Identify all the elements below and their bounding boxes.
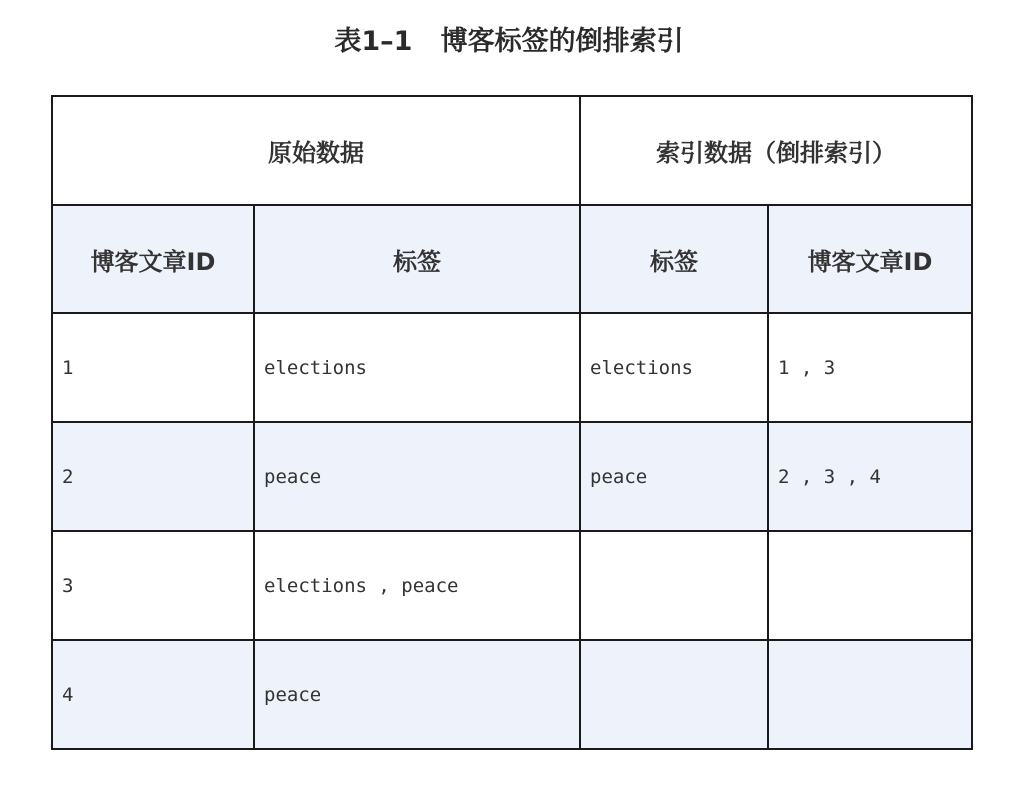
group-header-row [52, 96, 972, 205]
table-cell: 1 [52, 313, 254, 422]
inverted-index-table [51, 95, 973, 750]
table-cell: 2 [52, 422, 254, 531]
group-header-index-data: 索引数据（倒排索引） [580, 96, 972, 205]
table-cell [768, 640, 972, 749]
table-cell [580, 640, 768, 749]
table-cell [580, 531, 768, 640]
table-caption: 表1–1 博客标签的倒排索引 [334, 26, 684, 57]
column-header-row [52, 205, 972, 313]
table-row [52, 422, 972, 531]
table-cell: 4 [52, 640, 254, 749]
table-row [52, 640, 972, 749]
table-cell: peace [254, 640, 580, 749]
table-cell: elections [580, 313, 768, 422]
table-cell: 3 [52, 531, 254, 640]
table-row [52, 313, 972, 422]
table-cell [768, 531, 972, 640]
column-header-index-tag: 标签 [580, 205, 768, 313]
table-cell: peace [254, 422, 580, 531]
table-cell: 2 , 3 , 4 [768, 422, 972, 531]
table-cell: elections , peace [254, 531, 580, 640]
table-row [52, 531, 972, 640]
column-header-index-post-ids: 博客文章ID [768, 205, 972, 313]
table-cell: 1 , 3 [768, 313, 972, 422]
group-header-raw-data: 原始数据 [52, 96, 580, 205]
column-header-post-id: 博客文章ID [52, 205, 254, 313]
table-cell: peace [580, 422, 768, 531]
column-header-tags: 标签 [254, 205, 580, 313]
table-cell: elections [254, 313, 580, 422]
